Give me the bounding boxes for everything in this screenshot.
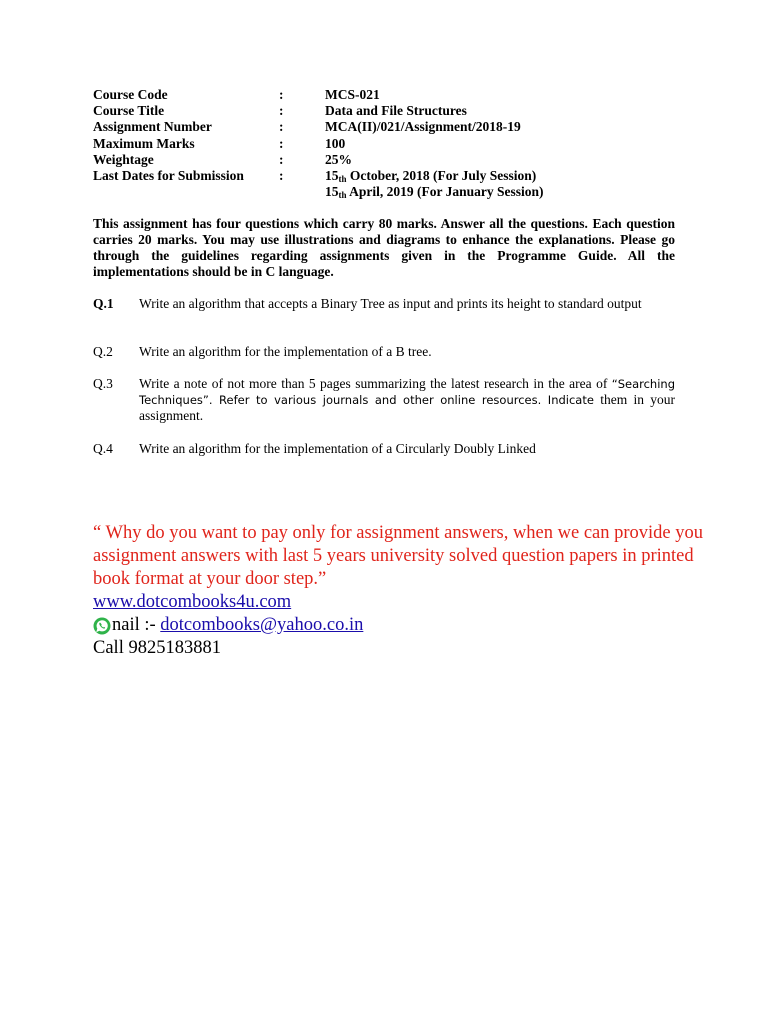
meta-label: Weightage: [93, 151, 154, 167]
meta-label: Assignment Number: [93, 119, 212, 135]
submission-row: [93, 168, 693, 184]
question-text-line: Write a note of not more than 5 pages summarizing the latest research in the area of: [139, 376, 608, 391]
meta-label: Last Dates for Submission: [93, 168, 244, 184]
weightage-value: 25%: [325, 151, 352, 167]
question-text: Write an algorithm for the implementation of a Circularly Doubly Linked: [139, 441, 536, 456]
assignment-number-value: MCA(II)/021/Assignment/2018-19: [325, 119, 521, 135]
assignment-number-row: [93, 119, 693, 135]
meta-colon: :: [279, 168, 284, 184]
maximum-marks-value: 100: [325, 135, 346, 151]
meta-colon: :: [279, 87, 284, 102]
meta-label: Course Title: [93, 103, 165, 119]
date-suffix: th: [338, 174, 347, 185]
website-link[interactable]: www.dotcombooks4u.com: [93, 592, 292, 612]
date-rest: October, 2018 (For July Session): [346, 168, 537, 184]
date-suffix: th: [338, 190, 347, 201]
question-4: [93, 441, 675, 457]
email-row: [93, 614, 713, 637]
january-session-date: [325, 184, 693, 200]
instructions-paragraph: This assignment has four questions which carry 80 marks. Answer all the questions. Each question carries 20 marks. You may use illustrations and diagrams to enhance the explanations. Please go through the guidelines regarding assignments given in the Programme Guide. All the implementations should be in C language.: [93, 216, 675, 279]
meta-colon: :: [279, 103, 284, 119]
course-title-value: Data and File Structures: [325, 103, 467, 119]
question-number: Q.2: [93, 344, 113, 359]
date-day: 15: [325, 168, 339, 184]
whatsapp-icon: [93, 617, 111, 635]
date-day: 15: [325, 184, 339, 200]
meta-colon: :: [279, 151, 284, 167]
promo-block: [93, 522, 713, 660]
question-number: Q.4: [93, 441, 113, 456]
question-text: [139, 376, 675, 425]
course-title-row: [93, 103, 693, 119]
question-text: Write an algorithm for the implementation of a B tree.: [139, 344, 432, 359]
meta-colon: :: [279, 135, 284, 151]
july-session-date: [325, 168, 693, 184]
date-rest: April, 2019 (For January Session): [346, 184, 544, 200]
question-2: [93, 344, 675, 360]
submission-row-continued: [93, 184, 693, 200]
question-text-line: them in your assignment.: [139, 392, 675, 424]
question-text: Write an algorithm that accepts a Binary Tree as input and prints its height to standard output: [139, 296, 642, 311]
meta-label: Maximum Marks: [93, 135, 195, 151]
meta-colon: :: [279, 119, 284, 135]
promo-message: “ Why do you want to pay only for assignment answers, when we can provide you assignment answers with last 5 years university solved question papers in printed book format at your door step.”: [93, 523, 704, 589]
email-link[interactable]: dotcombooks@yahoo.co.in: [160, 615, 364, 635]
question-number: Q.1: [93, 296, 114, 311]
maximum-marks-row: [93, 136, 693, 152]
question-text-line: “Searching Techniques”. Refer to various journals and other online resources. Indicate: [139, 377, 675, 408]
course-code-value: MCS-021: [325, 87, 380, 102]
weightage-row: [93, 152, 693, 168]
question-number: Q.3: [93, 376, 113, 391]
question-1: [93, 296, 675, 312]
question-3: [93, 376, 675, 425]
course-code-row: [93, 87, 693, 103]
course-details: [93, 87, 693, 200]
phone-number: Call 9825183881: [93, 638, 221, 658]
meta-label: Course Code: [93, 87, 168, 102]
email-prefix: nail :-: [112, 615, 156, 635]
